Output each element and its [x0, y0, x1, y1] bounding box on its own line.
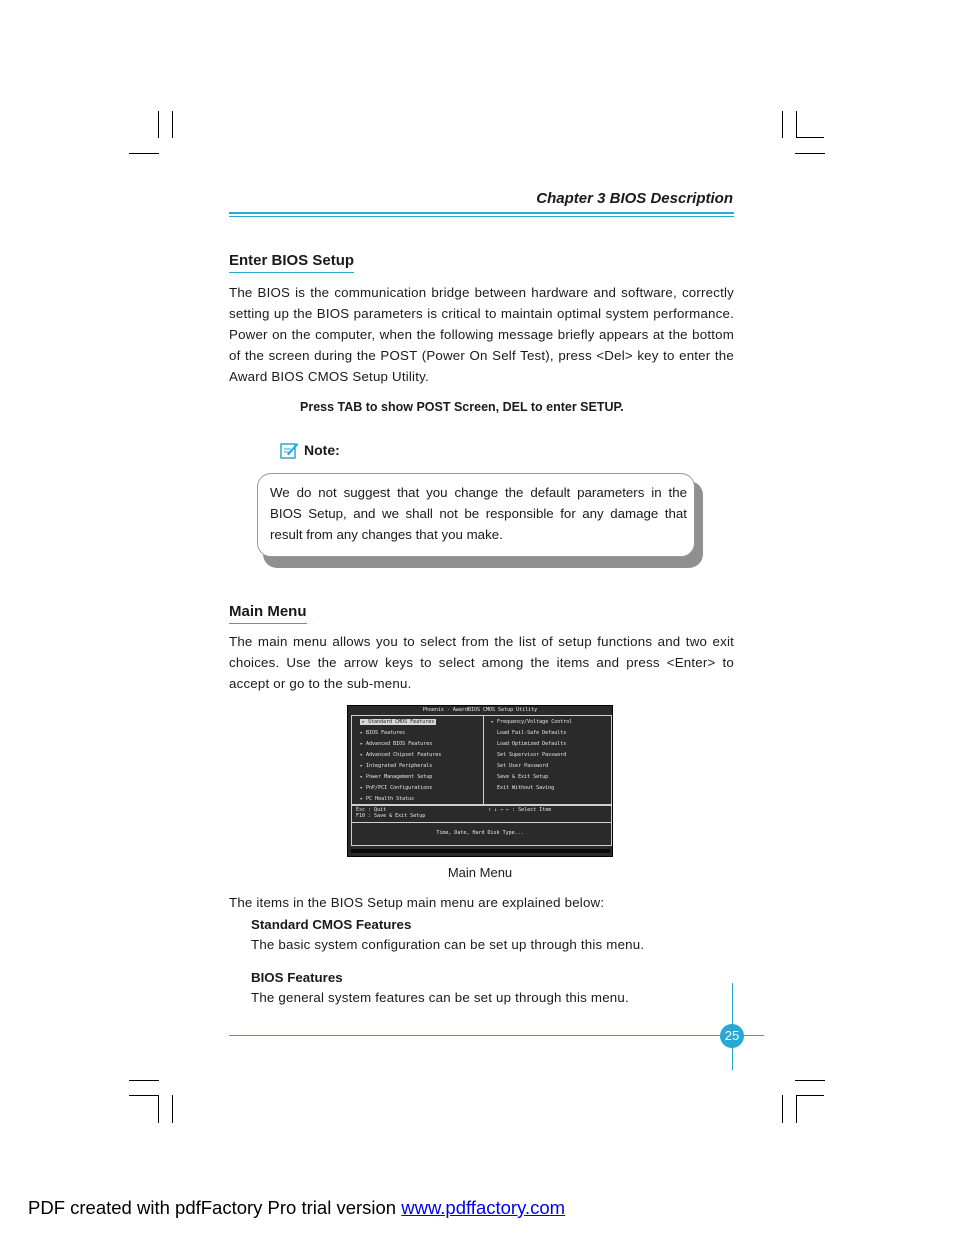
bios-right-item: Load Fail-Safe Defaults [497, 730, 567, 736]
crop-mark [795, 1080, 825, 1081]
note-pencil-icon [280, 441, 299, 459]
crop-mark [782, 1095, 783, 1123]
bios-left-item: ▸ Advanced Chipset Features [360, 752, 442, 758]
crop-mark [796, 1095, 797, 1123]
bios-left-item: ▸ BIOS Features [360, 730, 406, 736]
bios-left-item: ▸ Advanced BIOS Features [360, 741, 433, 747]
bios-left-item: ▸ PC Health Status [360, 796, 415, 802]
crop-mark [172, 111, 173, 138]
bios-main-menu-screenshot [347, 705, 613, 857]
pdffactory-link[interactable]: www.pdffactory.com [401, 1197, 566, 1218]
item-title: Standard CMOS Features [251, 917, 412, 932]
note-text: We do not suggest that you change the default parameters in the BIOS Setup, and we shall not be responsible for any damage that result from any changes that you make. [270, 485, 687, 542]
item-description: The basic system configuration can be set up through this menu. [251, 937, 645, 952]
main-menu-paragraph: The main menu allows you to select from the list of setup functions and two exit choices. Use the arrow keys to select among the items and press <Enter> to accept or go to the sub-menu. [229, 634, 734, 691]
bios-right-item: Set Supervisor Password [497, 752, 567, 758]
crop-mark [129, 153, 159, 154]
item-title: BIOS Features [251, 970, 343, 985]
bios-left-item-label: Integrated Peripherals [366, 763, 433, 769]
crop-mark [158, 1095, 159, 1123]
bios-menu-frame [351, 715, 612, 806]
page-number: 25 [720, 1024, 744, 1048]
bios-left-item-label: Standard CMOS Features [368, 719, 435, 725]
enter-bios-paragraph: The BIOS is the communication bridge between hardware and software, correctly setting up the BIOS parameters is critical to maintain optimal system performance. Power on the computer, when the following message briefly appears at the bottom of the screen during the POST (Power On Self Test), press <Del> key to enter the Award BIOS CMOS Setup Utility. [229, 285, 734, 384]
bios-help-text: Time, Date, Hard Disk Type... [436, 830, 524, 836]
bios-bottom-bar [351, 849, 610, 853]
crop-mark [796, 1095, 824, 1096]
bios-right-item-label: Frequency/Voltage Control [497, 719, 573, 725]
bios-left-item-label: PnP/PCI Configurations [366, 785, 433, 791]
bios-left-item-label: Advanced Chipset Features [366, 752, 442, 758]
bios-key-arrows: ↑ ↓ → ← : Select Item [488, 807, 552, 813]
crop-mark [796, 137, 824, 138]
pdf-footer [28, 1197, 565, 1219]
bios-right-item: Save & Exit Setup [497, 774, 549, 780]
header-rule-thin [229, 216, 734, 217]
chapter-header: Chapter 3 BIOS Description [536, 190, 733, 207]
bios-column-divider [483, 715, 484, 804]
crop-mark [796, 111, 797, 138]
bios-key-esc: Esc : Quit [356, 807, 387, 813]
bios-left-item-label: PC Health Status [366, 796, 415, 802]
crop-mark [795, 153, 825, 154]
figure-caption: Main Menu [447, 865, 513, 880]
pdf-footer-text: PDF created with pdfFactory Pro trial version [28, 1197, 402, 1218]
header-rule [229, 212, 734, 214]
crop-mark [158, 111, 159, 138]
item-description: The general system features can be set up through this menu. [251, 990, 629, 1005]
crop-mark [129, 1095, 159, 1096]
items-intro: The items in the BIOS Setup main menu are explained below: [229, 895, 605, 910]
bios-right-item: Exit Without Saving [497, 785, 555, 791]
bios-left-item: ▸ Power Management Setup [360, 774, 433, 780]
bios-right-item: Load Optimized Defaults [497, 741, 567, 747]
note-label: Note: [304, 442, 340, 458]
section-heading-enter-bios: Enter BIOS Setup [229, 252, 354, 273]
bios-left-item: ▸ Integrated Peripherals [360, 763, 433, 769]
bios-left-item-selected: ▸ Standard CMOS Features [362, 719, 435, 725]
post-message: Press TAB to show POST Screen, DEL to enter SETUP. [300, 400, 624, 414]
crop-mark [129, 1080, 159, 1081]
bios-left-item-label: BIOS Features [366, 730, 406, 736]
crop-mark [172, 1095, 173, 1123]
crop-mark [782, 111, 783, 138]
bios-key-f10: F10 : Save & Exit Setup [356, 813, 426, 819]
bios-left-item-label: Advanced BIOS Features [366, 741, 433, 747]
bios-left-item-label: Power Management Setup [366, 774, 433, 780]
note-box [257, 473, 695, 557]
footer-rule [229, 1035, 764, 1036]
bios-left-item: ▸ PnP/PCI Configurations [360, 785, 433, 791]
bios-right-item: ▸ Frequency/Voltage Control [491, 719, 573, 725]
section-heading-main-menu: Main Menu [229, 603, 307, 624]
bios-title: Phoenix - AwardBIOS CMOS Setup Utility [422, 707, 538, 713]
bios-right-item: Set User Password [497, 763, 549, 769]
